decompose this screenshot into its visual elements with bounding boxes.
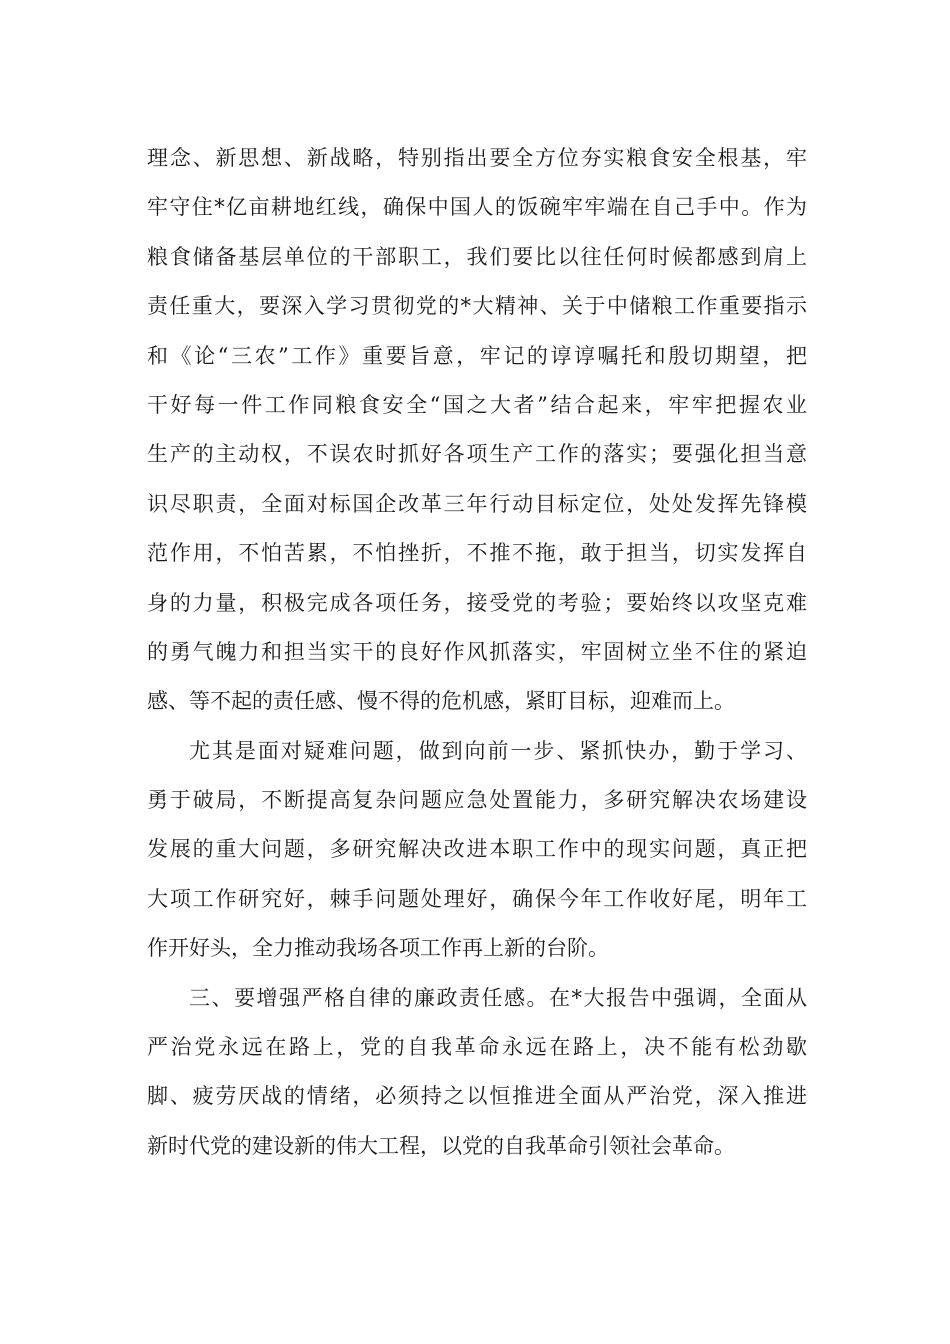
text-line: 脚、疲劳厌战的情绪，必须持之以恒推进全面从严治党，深入推进 xyxy=(147,1084,807,1109)
text-line: 理念、新思想、新战略，特别指出要全方位夯实粮食安全根基，牢 xyxy=(147,146,807,170)
text-line: 粮食储备基层单位的干部职工，我们要比以往任何时候都感到肩上 xyxy=(147,244,807,269)
text-line: 作开好头，全力推动我场各项工作再上新的台阶。 xyxy=(147,936,609,961)
text-line: 感、等不起的责任感、慢不得的危机感，紧盯目标，迎难而上。 xyxy=(147,689,735,714)
text-line: 和《论“三农”工作》重要旨意，牢记的谆谆嘱托和殷切期望，把 xyxy=(147,343,807,368)
text-line: 新时代党的建设新的伟大工程，以党的自我革命引领社会革命。 xyxy=(147,1133,735,1158)
document-body xyxy=(147,134,807,1171)
text-line: 牢守住*亿亩耕地红线，确保中国人的饭碗牢牢端在自己手中。作为 xyxy=(147,195,807,220)
text-line: 的勇气魄力和担当实干的良好作风抓落实，牢固树立坐不住的紧迫 xyxy=(147,639,807,664)
text-line: 勇于破局，不断提高复杂问题应急处置能力，多研究解决农场建设 xyxy=(147,788,807,813)
text-line: 身的力量，积极完成各项任务，接受党的考验；要始终以攻坚克难 xyxy=(147,590,807,615)
text-line: 责任重大，要深入学习贯彻党的*大精神、关于中储粮工作重要指示 xyxy=(147,294,807,319)
text-line: 发展的重大问题，多研究解决改进本职工作中的现实问题，真正把 xyxy=(147,837,807,862)
paragraph-1 xyxy=(147,134,807,727)
text-line: 干好每一件工作同粮食安全“国之大者”结合起来，牢牢把握农业 xyxy=(147,392,807,417)
paragraph-3 xyxy=(147,974,807,1172)
text-line: 生产的主动权，不误农时抓好各项生产工作的落实；要强化担当意 xyxy=(147,442,807,467)
text-line: 大项工作研究好，棘手问题处理好，确保今年工作收好尾，明年工 xyxy=(147,886,807,911)
paragraph-2 xyxy=(147,727,807,974)
text-line: 严治党永远在路上，党的自我革命永远在路上，决不能有松劲歇 xyxy=(147,1035,807,1060)
text-line: 三、要增强严格自律的廉政责任感。在*大报告中强调，全面从 xyxy=(189,985,807,1010)
text-line: 尤其是面对疑难问题，做到向前一步、紧抓快办，勤于学习、 xyxy=(189,738,807,763)
text-line: 范作用，不怕苦累，不怕挫折，不推不拖，敢于担当，切实发挥自 xyxy=(147,541,807,566)
text-line: 识尽职责，全面对标国企改革三年行动目标定位，处处发挥先锋模 xyxy=(147,491,807,516)
